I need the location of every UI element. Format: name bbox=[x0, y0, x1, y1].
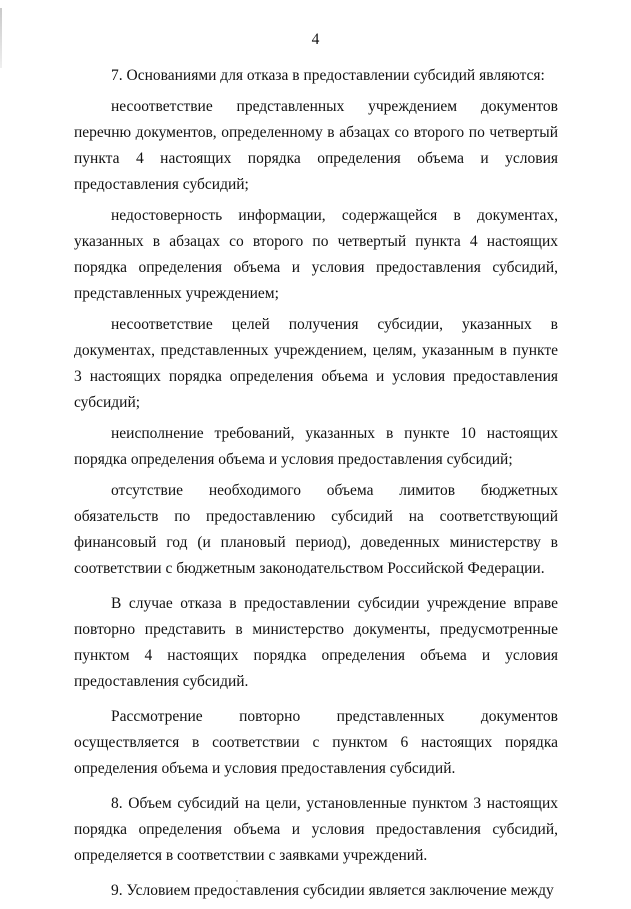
paragraph-requirements-unfulfilled: неисполнение требований, указанных в пункте 10 настоящих порядка определения объема и условия предоставления субсидий; bbox=[74, 425, 558, 468]
document-body bbox=[74, 63, 558, 909]
paragraph-information-unreliable: недостоверность информации, содержащейся в документах, указанных в абзацах со второго по четвертый пункта 4 настоящих порядка определения объема и условия предоставления субсидий, представленных учреждением; bbox=[74, 207, 558, 302]
paragraph-resubmission-review: Рассмотрение повторно представленных документов осуществляется в соответствии с пунктом 6 настоящих порядка определения объема и условия предоставления субсидий. bbox=[74, 708, 558, 777]
paragraph-resubmission-right: В случае отказа в предоставлении субсидии учреждение вправе повторно представить в министерство документы, предусмотренные пунктом 4 настоящих порядка определения объема и условия предоставления субсидий. bbox=[74, 595, 558, 690]
paragraph-goals-mismatch: несоответствие целей получения субсидии, указанных в документах, представленных учреждением, целям, указанным в пункте 3 настоящих порядка определения объема и условия предоставления субсидий; bbox=[74, 316, 558, 411]
page-number: 4 bbox=[311, 31, 320, 48]
scan-speck bbox=[236, 880, 238, 882]
paragraph-refusal-grounds-heading: 7. Основаниями для отказа в предоставлении субсидий являются: bbox=[111, 67, 545, 84]
paragraph-budget-limits-absent: отсутствие необходимого объема лимитов бюджетных обязательств по предоставлению субсидий на соответствующий финансовый год (и плановый период), доведенных министерству в соответствии с бюджетным законодательством Российской Федерации. bbox=[74, 482, 558, 577]
paragraph-documents-mismatch: несоответствие представленных учреждением документов перечню документов, определенному в абзацах со второго по четвертый пункта 4 настоящих порядка определения объема и условия предоставления субсидий; bbox=[74, 98, 558, 193]
paragraph-subsidy-amount: 8. Объем субсидий на цели, установленные пунктом 3 настоящих порядка определения объема и условия предоставления субсидий, определяется в соответствии с заявками учреждений. bbox=[74, 795, 558, 864]
paragraph-subsidy-condition: 9. Условием предоставления субсидии является заключение между bbox=[111, 882, 554, 899]
